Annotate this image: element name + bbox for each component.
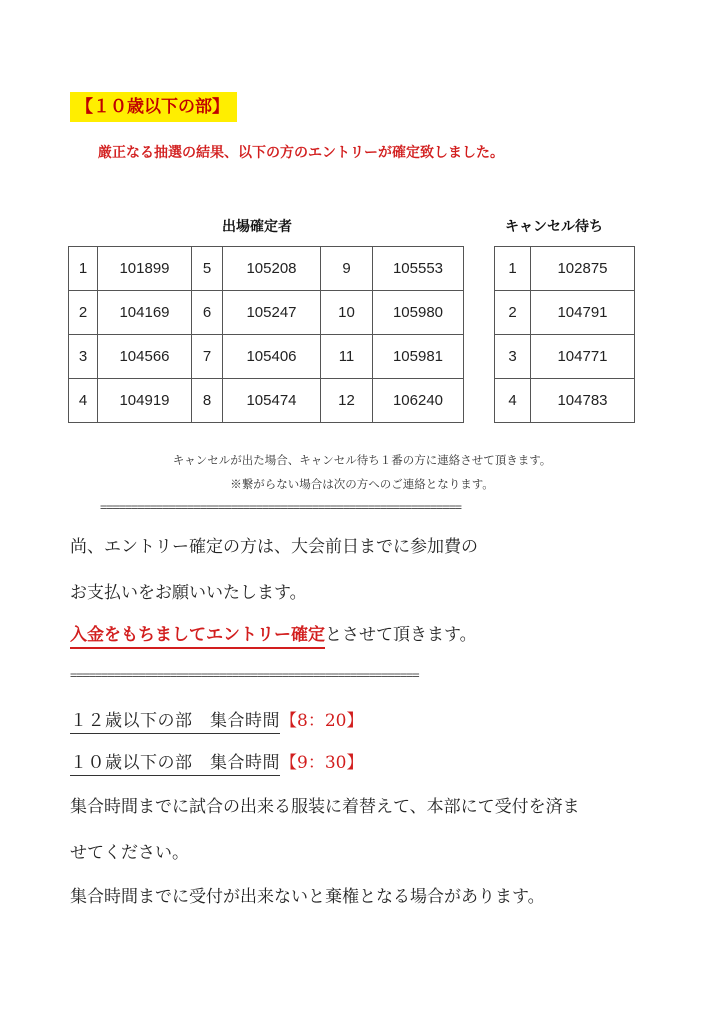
entry-number-cell: 8 — [192, 379, 223, 423]
entry-id-cell: 101899 — [98, 247, 192, 291]
entry-number-cell: 7 — [192, 335, 223, 379]
waitlist-number-cell: 1 — [495, 247, 531, 291]
schedule-time: 【9：30】 — [280, 753, 364, 773]
entry-id-cell: 105981 — [373, 335, 464, 379]
table-row — [495, 291, 635, 335]
table-row — [69, 379, 464, 423]
waitlist-id-cell: 104791 — [531, 291, 635, 335]
entry-number-cell: 6 — [192, 291, 223, 335]
waitlist-heading: キャンセル待ち — [505, 219, 603, 235]
entry-number-cell: 2 — [69, 291, 98, 335]
confirmed-entrants-table — [68, 246, 464, 423]
separator-line: ======================================================== — [70, 668, 419, 682]
entry-number-cell: 3 — [69, 335, 98, 379]
entry-confirmation-rest: とさせて頂きます。 — [325, 625, 477, 645]
waitlist-table — [494, 246, 635, 423]
table-row — [69, 335, 464, 379]
table-row — [69, 247, 464, 291]
table-row — [495, 379, 635, 423]
payment-notice-line: 尚、エントリー確定の方は、大会前日までに参加費の — [70, 537, 478, 557]
entry-id-cell: 105406 — [223, 335, 321, 379]
payment-confirms-entry-emphasis: 入金をもちましてエントリー確定 — [70, 625, 325, 649]
waitlist-number-cell: 3 — [495, 335, 531, 379]
instruction-line: 集合時間までに受付が出来ないと棄権となる場合があります。 — [70, 887, 545, 907]
instruction-line: せてください。 — [70, 843, 189, 863]
entry-id-cell: 104169 — [98, 291, 192, 335]
entry-id-cell: 105980 — [373, 291, 464, 335]
entry-id-cell: 105474 — [223, 379, 321, 423]
schedule-label: １２歳以下の部 集合時間 — [70, 711, 280, 734]
lottery-result-notice: 厳正なる抽選の結果、以下の方のエントリーが確定致しました。 — [98, 145, 504, 161]
table-row — [495, 335, 635, 379]
schedule-row — [70, 706, 363, 731]
entry-confirmation-line — [70, 620, 477, 645]
entry-id-cell: 104566 — [98, 335, 192, 379]
unreachable-note: ※繋がらない場合は次の方へのご連絡となります。 — [230, 477, 494, 491]
confirmed-entrants-heading: 出場確定者 — [222, 219, 292, 235]
waitlist-number-cell: 2 — [495, 291, 531, 335]
waitlist-number-cell: 4 — [495, 379, 531, 423]
waitlist-id-cell: 104783 — [531, 379, 635, 423]
entry-number-cell: 5 — [192, 247, 223, 291]
schedule-row — [70, 748, 363, 773]
instruction-line: 集合時間までに試合の出来る服装に着替えて、本部にて受付を済ま — [70, 797, 580, 817]
schedule-time: 【8：20】 — [280, 711, 364, 731]
entry-number-cell: 1 — [69, 247, 98, 291]
entry-id-cell: 106240 — [373, 379, 464, 423]
schedule-label: １０歳以下の部 集合時間 — [70, 753, 280, 776]
entry-number-cell: 4 — [69, 379, 98, 423]
entry-id-cell: 104919 — [98, 379, 192, 423]
page-title: 【１０歳以下の部】 — [70, 92, 237, 122]
payment-request-line: お支払いをお願いいたします。 — [70, 583, 307, 603]
table-row — [495, 247, 635, 291]
entry-id-cell: 105208 — [223, 247, 321, 291]
entry-id-cell: 105247 — [223, 291, 321, 335]
separator-line: ========================================================== — [100, 500, 462, 514]
entry-id-cell: 105553 — [373, 247, 464, 291]
table-row — [69, 291, 464, 335]
waitlist-id-cell: 104771 — [531, 335, 635, 379]
waitlist-id-cell: 102875 — [531, 247, 635, 291]
entry-number-cell: 11 — [321, 335, 373, 379]
entry-number-cell: 12 — [321, 379, 373, 423]
cancellation-note: キャンセルが出た場合、キャンセル待ち１番の方に連絡させて頂きます。 — [172, 453, 552, 467]
entry-number-cell: 9 — [321, 247, 373, 291]
entry-number-cell: 10 — [321, 291, 373, 335]
